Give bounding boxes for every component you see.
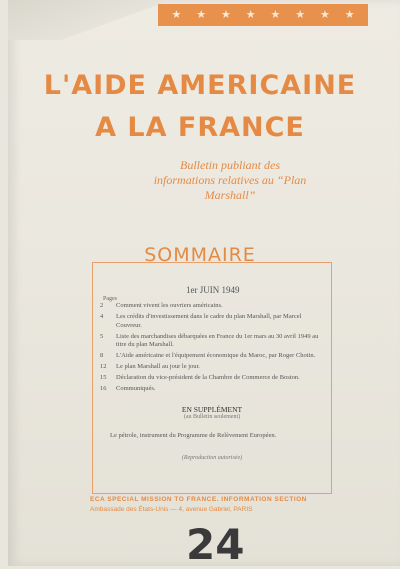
toc-item: [100, 363, 326, 372]
toc-text: Le plan Marshall au jour le jour.: [116, 363, 200, 370]
title-line-2: A LA FRANCE: [95, 112, 305, 143]
star-icon: ★: [220, 8, 231, 21]
pages-label: Pages: [103, 296, 117, 302]
footer-mission: ECA SPECIAL MISSION TO FRANCE. INFORMATION SECTION: [90, 496, 307, 503]
torn-corner: [8, 0, 168, 40]
issue-date: 1er JUIN 1949: [186, 285, 240, 295]
toc-text: Liste des marchandises débarquées en France du 1er mars au 30 avril 1949 au titre du plan Marshall.: [116, 332, 319, 348]
toc-item: [100, 374, 326, 383]
toc-text: Déclaration du vice-président de la Chambre de Commerce de Boston.: [116, 374, 300, 381]
toc-text: Les crédits d'investissement dans le cadre du plan Marshall, par Marcel Couvreur.: [116, 313, 302, 329]
star-icon: ★: [319, 8, 330, 21]
toc-item: [100, 333, 326, 350]
toc-page: 15: [100, 374, 107, 381]
toc-page: 12: [100, 363, 107, 370]
supplement-heading: EN SUPPLÉMENT: [181, 405, 243, 414]
toc-page: 2: [100, 302, 104, 309]
star-icon: ★: [171, 8, 182, 21]
reproduction-note: (Reproduction autorisée): [181, 455, 243, 461]
toc-text: Comment vivent les ouvriers américains.: [116, 302, 223, 309]
table-of-contents: [100, 302, 326, 396]
toc-page: 5: [100, 332, 104, 340]
toc-item: [100, 385, 326, 394]
toc-page: 8: [100, 352, 104, 359]
toc-page: 16: [100, 385, 107, 392]
supplement-subheading: (au Bulletin seulement): [183, 414, 241, 420]
sommaire-heading: SOMMAIRE: [144, 244, 256, 266]
star-icon: ★: [245, 8, 256, 21]
issue-number: 24: [186, 520, 245, 569]
toc-item: [100, 302, 326, 311]
subtitle: Bulletin publiant des informations relatives au “Plan Marshall”: [153, 158, 307, 202]
toc-page: 4: [100, 313, 104, 320]
star-icon: ★: [344, 8, 355, 21]
toc-item: [100, 313, 326, 330]
star-icon: ★: [295, 8, 306, 21]
toc-text: L'Aide américaine et l'équipement économique du Maroc, par Roger Chotin.: [116, 352, 316, 359]
star-icon: ★: [270, 8, 281, 21]
toc-text: Communiqués.: [116, 385, 156, 392]
supplement-item: Le pétrole, instrument du Programme de Relèvement Européen.: [110, 432, 277, 439]
star-icon: ★: [196, 8, 207, 21]
toc-item: [100, 352, 326, 361]
star-band: [158, 4, 368, 26]
title-line-1: L'AIDE AMERICAINE: [43, 70, 357, 101]
footer-address: Ambassade des États-Unis — 4, avenue Gabriel, PARIS: [90, 506, 253, 513]
